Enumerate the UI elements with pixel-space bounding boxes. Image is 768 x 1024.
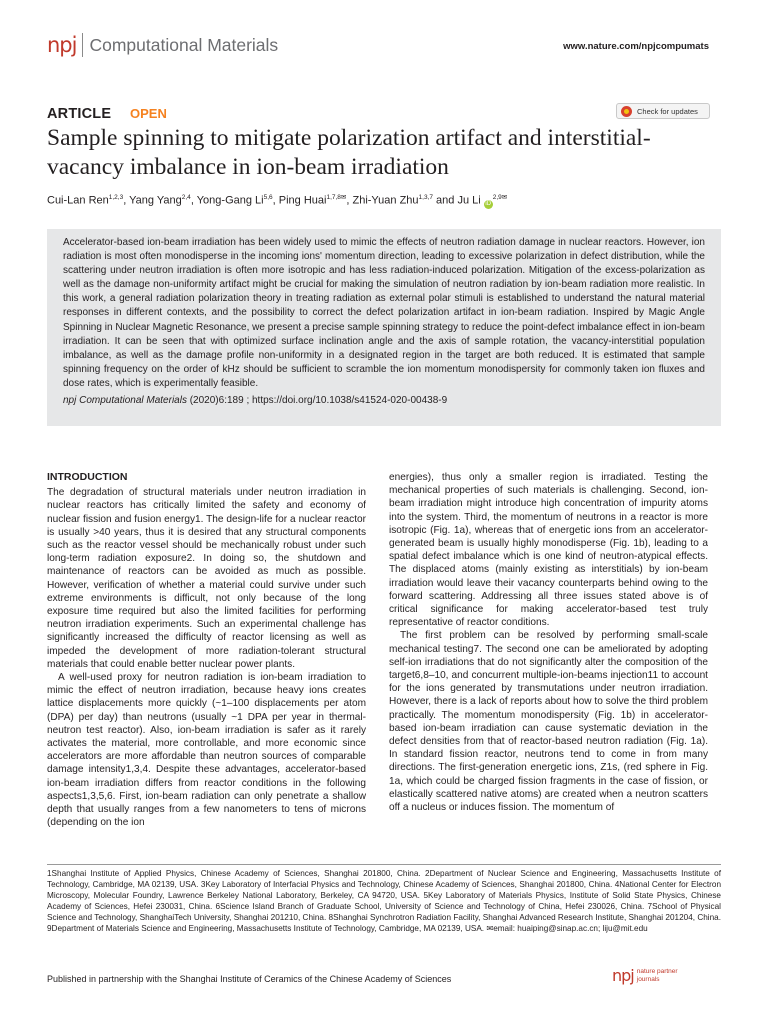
np-logo-line1: nature partner (636, 968, 678, 975)
partnership-statement: Published in partnership with the Shanghai Institute of Ceramics of the Chinese Academy of Sciences (47, 974, 452, 984)
citation-journal: npj Computational Materials (63, 395, 187, 407)
body-column-left (47, 471, 366, 829)
section-heading-introduction: INTRODUCTION (47, 471, 128, 483)
check-for-updates-button[interactable] (616, 103, 710, 119)
body-column-right (389, 471, 708, 814)
np-logo-line2: journals (636, 975, 660, 983)
npj-logo: npj (47, 32, 77, 57)
article-title: Sample spinning to mitigate polarization artifact and interstitial-vacancy imbalance in ion-beam irradiation (47, 125, 651, 180)
orcid-icon[interactable]: iD (485, 200, 492, 207)
header-divider (82, 33, 83, 57)
journal-url-link[interactable]: www.nature.com/npjcompumats (563, 41, 709, 52)
journal-name: Computational Materials (89, 34, 279, 55)
citation-line (63, 394, 705, 408)
footnote-rule (47, 864, 721, 865)
nature-partner-journals-logo (612, 966, 678, 985)
article-type-label: ARTICLE (47, 106, 112, 122)
body-paragraph: The degradation of structural materials under neutron irradiation in nuclear reactors has critically limited the safety and economy of nuclear fission and fusion energy1. The design-life for a nuclear reactor is usually >40 years, thus it is desired that any structural components such as the reactor vessel should be mechanically robust under such long-term radiation exposure2. In doing so, the shutdown and maintenance of reactors can be avoided as much as possible. However, verification of whether a material could survive under such extreme environments is difficult, not only because of the long exposure time required but also the limited facilities for performing neutron irradiation experiments. Such an experimental challenge has significantly increased the difficulty of reactor licensing as well as impeded the development of more radiation-tolerant structural materials that could enable better nuclear power plants. (47, 487, 366, 670)
abstract-box (47, 229, 721, 426)
journal-header (47, 33, 278, 57)
body-paragraph: energies), thus only a smaller region is irradiated. Testing the mechanical properties of such materials is challenging. Second, ion-beam irradiation might introduce high concentration of impurity atoms into the system. Third, the momentum of neutrons in a reactor is more isotropic (Fig. 1a), whereas that of energetic ions from an accelerator-generated beam is usually highly monodisperse (Fig. 1b), leading to a spatial defect imbalance which is one kind of neutron-atypical effects. The displaced atoms (mainly existing as interstitials) by ion-beam irradiation would leave their vacancy counterparts behind owing to the forward scattering. Addressing all three issues stated above is of critical significance for making accelerator-based test truly representative of reactor conditions. (389, 472, 708, 629)
body-paragraph: The first problem can be resolved by performing small-scale mechanical testing7. The second one can be ameliorated by adopting self-ion irradiations that do not significantly alter the composition of the target6,8–10, and concurrent multiple-ion-beams injection11 to account for the ions generated by transmutations under neutron irradiation. However, there is a lack of reports about how to solve the third problem practically. The momentum monodispersity (Fig. 1b) in accelerator-based ion-beam irradiation can cause systematic deviation in the defect densities from that of reactor-based neutron radiation (Fig. 1a). In standard fission reactor, neutrons tend to come in from many directions. The first-generation energetic ions, Z1s, (red sphere in Fig. 1a, which could be charged fission fragments in the case of fission, or elastically scattered native atoms) are created when a neutron scatters off a nucleus or induces fission. The momentum of (389, 630, 708, 814)
author-list: Cui-Lan Ren$^{1,2,3}$, Yang Yang$^{2,4}$, Yong-Gang Li$^{5,6}$, Ping Huai$^{1,7,8✉}$, Zhi-Yuan Zhu$^{1,3,7}$ and Ju Li $iD^{2,9✉}$ (47, 194, 508, 207)
np-logo-words (637, 968, 678, 983)
affiliations-footnote: 1Shanghai Institute of Applied Physics, Chinese Academy of Sciences, Shanghai 201800, China. 2Department of Nuclear Science and Engineering, Massachusetts Institute of Technology, Cambridge, MA 02139, USA. 3Key Laboratory of Interfacial Physics and Technology, Chinese Academy of Sciences, Shanghai 201800, China. 4National Center for Electron Microscopy, Molecular Foundry, Lawrence Berkeley National Laboratory, Berkeley, CA 94720, USA. 5Key Laboratory of Materials Physics, Institute of Solid State Physics, Chinese Academy of Sciences, Hefei 230031, China. 6Science Island Branch of Graduate School, University of Science and Technology of China, Hefei 230026, China. 7School of Physical Science and Technology, ShanghaiTech University, Shanghai 201210, China. 8Shanghai Synchrotron Radiation Facility, Shanghai Advanced Research Institute, Shanghai 201204, China. 9Department of Materials Science and Engineering, Massachusetts Institute of Technology, Cambridge, MA 02139, USA. ✉email: huaiping@sinap.ac.cn; liju@mit.edu (47, 869, 721, 933)
citation-doi[interactable]: (2020)6:189 ; https://doi.org/10.1038/s41524-020-00438-9 (186, 395, 448, 407)
check-for-updates-label: Check for updates (637, 106, 698, 116)
crossmark-icon (621, 106, 632, 117)
open-access-label: OPEN (130, 106, 167, 121)
body-paragraph: A well-used proxy for neutron radiation is ion-beam irradiation to mimic the effect of neutron irradiation, because heavy ions creates lattice displacements more quickly (~1–100 displacements per atom (DPA) per day) than neutrons (usually ~1 DPA per year in thermal-neutron test reactor). Also, ion-beam irradiation is safer as it rarely activates the material, more controllable, and more economic since accelerators are more affordable than neutron sources of comparable damage intensity1,3,4. Despite these advantages, accelerator-based ion-beam irradiation differs from reactor conditions in the following aspects1,3,5,6. First, ion-beam radiation can only penetrate a shallow depth that usually ranges from a few nanometers to tens of microns (depending on the ion (47, 672, 366, 829)
npj-small-logo: npj (612, 966, 634, 985)
abstract-text: Accelerator-based ion-beam irradiation has been widely used to mimic the effects of neutron radiation damage in nuclear reactors. However, ion radiation is most often monodisperse in the incoming ions' momentum direction, leading to excessive polarization in defect distribution, while the scattering under neutron irradiation is often more isotropic and has less radiation-induced polarization. Mitigation of the excess-polarization as well as the damage non-uniformity artifact might be crucial for making the simulation of neutron radiation by ion-beam radiation more realistic. In this work, a general radiation polarization theory in treating radiation as external polar stimuli is established to understand the natural material responses in different contexts, and the possibility to correct the defect polarization artifact in ion-beam radiation. Inspired by Magic Angle Spinning in Nuclear Magnetic Resonance, we present a precise sample spinning strategy to reduce the point-defect imbalance effect in ion-beam irradiation. It can be seen that with optimized surface inclination angle and the axis of sample rotation, the vacancy-interstitial population imbalance, as well as the damage profile non-uniformity in a designated region in the target are both reduced. It is estimated that sample spinning frequency on the order of kHz should be sufficient to scramble the ion momentum monodispersity for commonly taken ion fluxes and dose rates, which is experimentally feasible. (63, 237, 705, 389)
